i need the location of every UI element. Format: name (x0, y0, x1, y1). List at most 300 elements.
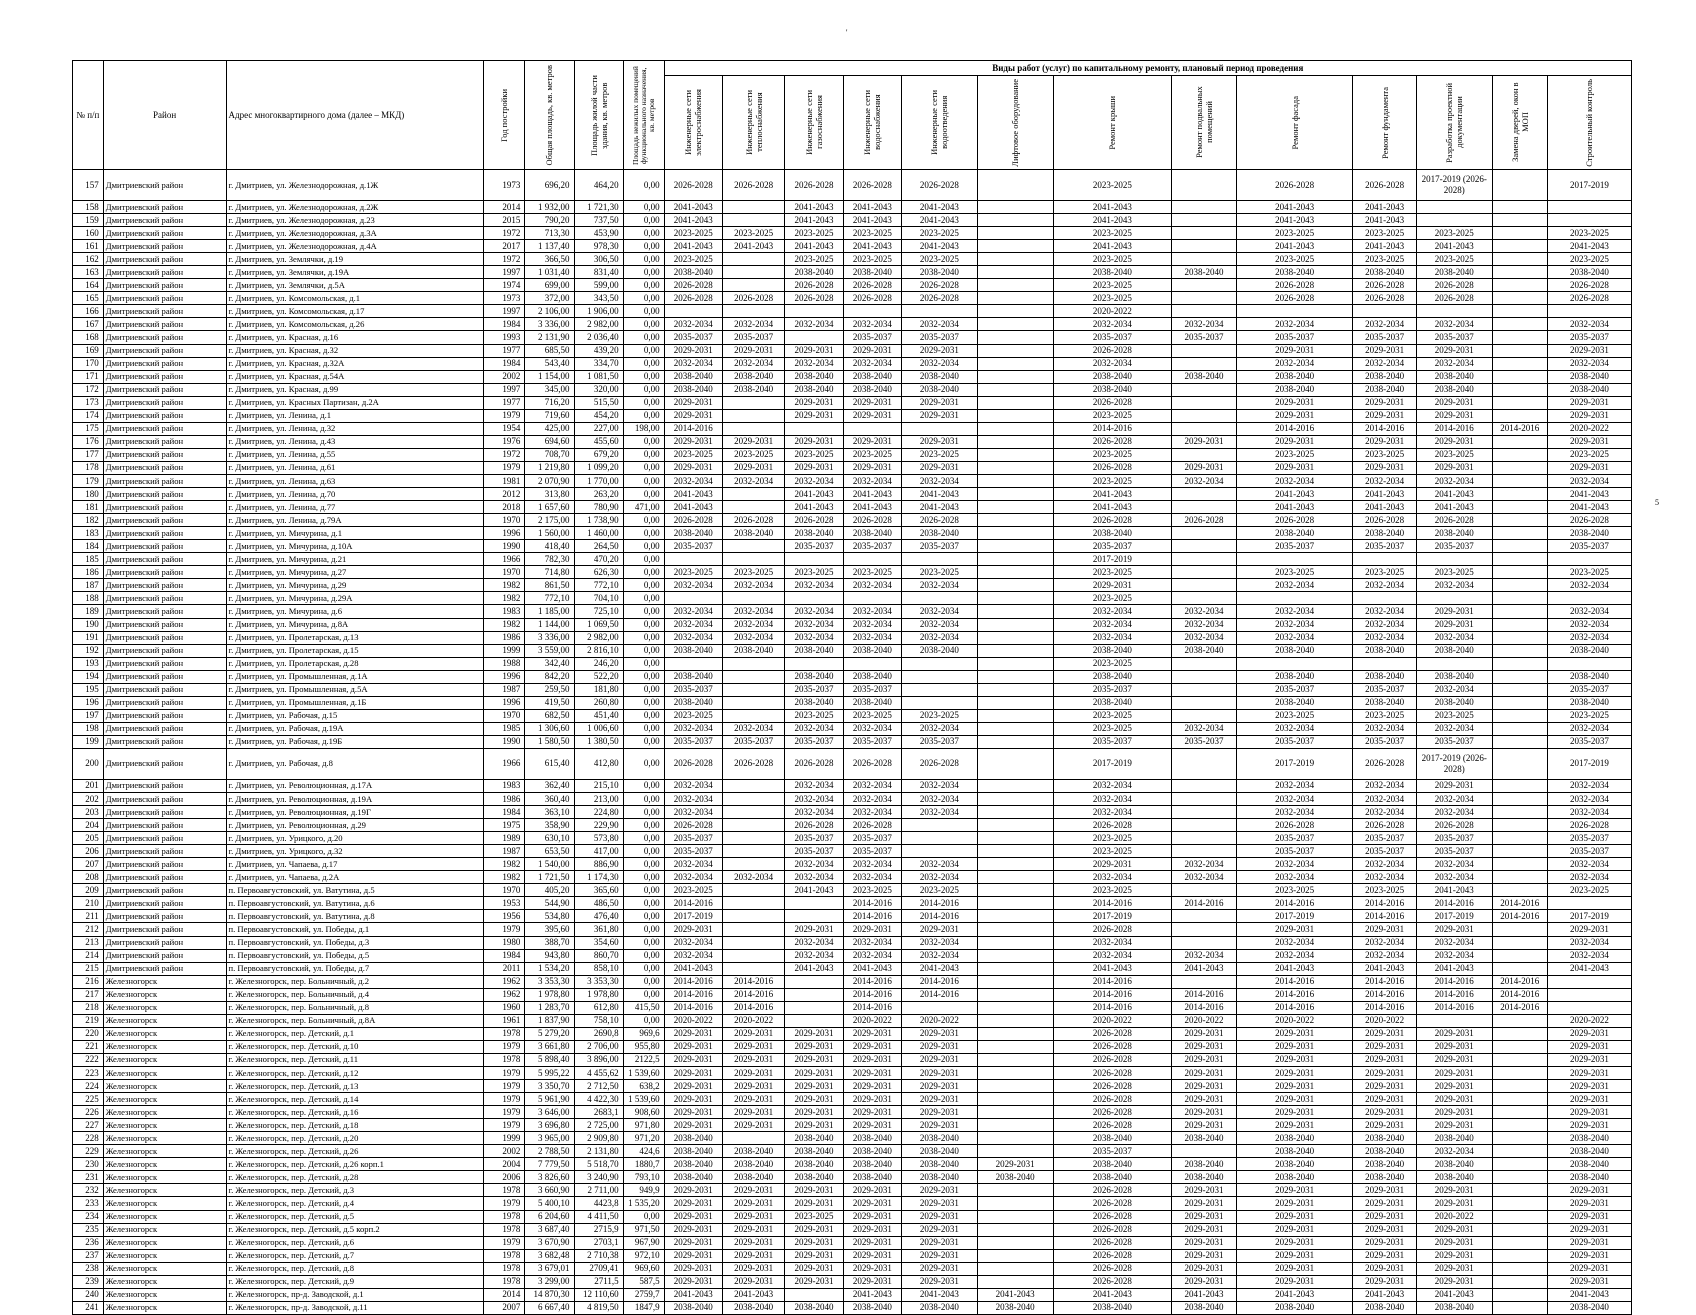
district-cell: Железногорск (103, 1001, 226, 1014)
work-period-cell (1172, 357, 1236, 370)
work-period-cell (977, 779, 1053, 792)
year-cell: 1970 (484, 566, 525, 579)
living-area-cell: 704,10 (574, 592, 623, 605)
table-row (73, 396, 1632, 409)
work-period-cell: 2041-2043 (1416, 1288, 1492, 1301)
work-period-cell (977, 1014, 1053, 1027)
work-period-cell: 2041-2043 (722, 1288, 784, 1301)
nonliving-area-cell: 0,00 (623, 566, 664, 579)
header-work-type-text: Ремонт подвальных помещений (1194, 86, 1214, 159)
work-period-cell: 2041-2043 (1053, 501, 1172, 514)
work-period-cell: 2029-2031 (785, 344, 843, 357)
work-period-cell: 2038-2040 (1172, 1171, 1236, 1184)
work-period-cell (1492, 553, 1547, 566)
nonliving-area-cell: 0,00 (623, 735, 664, 748)
work-period-cell: 2041-2043 (1236, 240, 1353, 253)
work-period-cell: 2038-2040 (785, 1132, 843, 1145)
work-period-cell: 2029-2031 (1416, 779, 1492, 792)
work-period-cell: 2041-2043 (1236, 962, 1353, 975)
work-period-cell: 2032-2034 (722, 579, 784, 592)
work-period-cell: 2029-2031 (722, 1275, 784, 1288)
table-row (73, 266, 1632, 279)
nonliving-area-cell: 0,00 (623, 227, 664, 240)
work-period-cell: 2038-2040 (1416, 1301, 1492, 1314)
address-cell: г. Дмитриев, ул. Мичурина, д.8А (226, 618, 484, 631)
table-row (73, 644, 1632, 657)
work-period-cell (1492, 240, 1547, 253)
address-cell: г. Железногорск, пер. Детский, д.20 (226, 1132, 484, 1145)
work-period-cell: 2029-2031 (1547, 435, 1631, 448)
work-period-cell: 2029-2031 (1236, 1093, 1353, 1106)
work-period-cell (1172, 806, 1236, 819)
living-area-cell: 453,90 (574, 227, 623, 240)
work-period-cell (977, 1210, 1053, 1223)
table-row (73, 1184, 1632, 1197)
work-period-cell: 2029-2031 (722, 344, 784, 357)
work-period-cell: 2029-2031 (785, 1275, 843, 1288)
work-period-cell: 2029-2031 (1547, 1067, 1631, 1080)
header-work-type-text: Ремонт фундамента (1379, 86, 1390, 159)
work-period-cell: 2041-2043 (785, 501, 843, 514)
work-period-cell (977, 1249, 1053, 1262)
work-period-cell: 2038-2040 (722, 1158, 784, 1171)
work-period-cell (977, 170, 1053, 201)
row-number: 193 (73, 657, 104, 670)
work-period-cell: 2041-2043 (785, 240, 843, 253)
total-area-cell: 694,60 (525, 435, 574, 448)
work-period-cell: 2038-2040 (722, 1145, 784, 1158)
district-cell: Дмитриевский район (103, 279, 226, 292)
work-period-cell: 2032-2034 (722, 618, 784, 631)
work-period-cell: 2032-2034 (1416, 1145, 1492, 1158)
page-mark: ' (846, 28, 848, 37)
work-period-cell (1416, 214, 1492, 227)
work-period-cell: 2038-2040 (1547, 1171, 1631, 1184)
work-period-cell: 2029-2031 (1353, 1249, 1416, 1262)
work-period-cell: 2029-2031 (1416, 1080, 1492, 1093)
nonliving-area-cell: 0,00 (623, 670, 664, 683)
work-period-cell: 2035-2037 (785, 540, 843, 553)
work-period-cell (977, 1132, 1053, 1145)
work-period-cell: 2032-2034 (1416, 474, 1492, 487)
work-period-cell: 2014-2016 (1053, 422, 1172, 435)
work-period-cell: 2038-2040 (785, 370, 843, 383)
work-period-cell: 2023-2025 (1236, 566, 1353, 579)
work-period-cell: 2032-2034 (843, 779, 901, 792)
header-work-type-text: Ремонт фасада (1289, 95, 1300, 150)
work-period-cell: 2041-2043 (902, 214, 978, 227)
work-period-cell: 2035-2037 (1353, 832, 1416, 845)
work-period-cell: 2041-2043 (1547, 501, 1631, 514)
work-period-cell: 2029-2031 (902, 1093, 978, 1106)
year-cell: 1980 (484, 936, 525, 949)
table-row (73, 553, 1632, 566)
work-period-cell: 2029-2031 (722, 1210, 784, 1223)
work-period-cell (722, 845, 784, 858)
work-period-cell (977, 592, 1053, 605)
work-period-cell (722, 709, 784, 722)
work-period-cell: 2014-2016 (722, 988, 784, 1001)
work-period-cell: 2014-2016 (1236, 975, 1353, 988)
work-period-cell: 2032-2034 (843, 618, 901, 631)
table-row (73, 579, 1632, 592)
work-period-cell: 2029-2031 (1172, 1249, 1236, 1262)
work-period-cell (1172, 540, 1236, 553)
total-area-cell: 708,70 (525, 448, 574, 461)
header-work-type (1053, 76, 1172, 170)
work-period-cell: 2026-2028 (1236, 292, 1353, 305)
row-number: 160 (73, 227, 104, 240)
work-period-cell: 2014-2016 (1353, 910, 1416, 923)
work-period-cell: 2041-2043 (785, 214, 843, 227)
header-work-type (785, 76, 843, 170)
work-period-cell (1492, 331, 1547, 344)
work-period-cell: 2032-2034 (722, 631, 784, 644)
total-area-cell: 543,40 (525, 357, 574, 370)
work-period-cell: 2041-2043 (664, 501, 722, 514)
work-period-cell (722, 553, 784, 566)
nonliving-area-cell: 0,00 (623, 806, 664, 819)
work-period-cell: 2029-2031 (785, 1184, 843, 1197)
table-row (73, 435, 1632, 448)
year-cell: 1984 (484, 318, 525, 331)
living-area-cell: 12 110,60 (574, 1288, 623, 1301)
work-period-cell: 2023-2025 (843, 253, 901, 266)
work-period-cell (1547, 975, 1631, 988)
work-period-cell: 2032-2034 (785, 357, 843, 370)
year-cell: 1953 (484, 897, 525, 910)
work-period-cell: 2032-2034 (785, 618, 843, 631)
work-period-cell: 2029-2031 (843, 1027, 901, 1040)
work-period-cell: 2014-2016 (1416, 422, 1492, 435)
work-period-cell: 2032-2034 (1416, 579, 1492, 592)
work-period-cell (977, 1106, 1053, 1119)
table-row (73, 527, 1632, 540)
work-period-cell: 2038-2040 (1353, 1145, 1416, 1158)
work-period-cell: 2041-2043 (664, 214, 722, 227)
total-area-cell: 395,60 (525, 923, 574, 936)
work-period-cell: 2026-2028 (664, 279, 722, 292)
header-nonliving-area-text: Площадь нежилых помещений функционального назначения, кв. метров (630, 65, 656, 165)
work-period-cell: 2032-2034 (664, 579, 722, 592)
work-period-cell: 2032-2034 (1353, 579, 1416, 592)
work-period-cell: 2032-2034 (1353, 806, 1416, 819)
work-period-cell: 2038-2040 (664, 696, 722, 709)
work-period-cell: 2038-2040 (1236, 670, 1353, 683)
work-period-cell (977, 1184, 1053, 1197)
living-area-cell: 1 738,90 (574, 514, 623, 527)
work-period-cell: 2017-2019 (1416, 910, 1492, 923)
work-period-cell (1492, 709, 1547, 722)
year-cell: 1979 (484, 461, 525, 474)
living-area-cell: 1 721,30 (574, 201, 623, 214)
row-number: 181 (73, 501, 104, 514)
address-cell: г. Железногорск, пер. Детский, д.5 корп.2 (226, 1223, 484, 1236)
year-cell: 1976 (484, 435, 525, 448)
work-period-cell: 2038-2040 (1236, 383, 1353, 396)
work-period-cell: 2029-2031 (843, 435, 901, 448)
address-cell: г. Дмитриев, ул. Рабочая, д.19Б (226, 735, 484, 748)
work-period-cell: 2038-2040 (977, 1301, 1053, 1314)
work-period-cell: 2029-2031 (664, 1067, 722, 1080)
total-area-cell: 1 540,00 (525, 858, 574, 871)
living-area-cell: 412,80 (574, 748, 623, 779)
living-area-cell: 626,30 (574, 566, 623, 579)
work-period-cell: 2023-2025 (902, 709, 978, 722)
nonliving-area-cell: 0,00 (623, 871, 664, 884)
work-period-cell: 2014-2016 (1172, 1001, 1236, 1014)
address-cell: г. Дмитриев, ул. Комсомольская, д.17 (226, 305, 484, 318)
work-period-cell (1492, 923, 1547, 936)
row-number: 239 (73, 1275, 104, 1288)
work-period-cell: 2029-2031 (1172, 1053, 1236, 1066)
row-number: 158 (73, 201, 104, 214)
work-period-cell: 2038-2040 (664, 1301, 722, 1314)
total-area-cell: 7 779,50 (525, 1158, 574, 1171)
address-cell: г. Дмитриев, ул. Революционная, д.17А (226, 779, 484, 792)
work-period-cell (1172, 793, 1236, 806)
table-row (73, 871, 1632, 884)
address-cell: г. Железногорск, пер. Детский, д.18 (226, 1119, 484, 1132)
district-cell: Дмитриевский район (103, 474, 226, 487)
year-cell: 1987 (484, 845, 525, 858)
work-period-cell (1492, 683, 1547, 696)
address-cell: г. Железногорск, пер. Детский, д.9 (226, 1275, 484, 1288)
work-period-cell (1492, 214, 1547, 227)
work-period-cell: 2029-2031 (1353, 409, 1416, 422)
header-num: № п/п (73, 61, 104, 170)
work-period-cell: 2023-2025 (1547, 566, 1631, 579)
work-period-cell (1172, 170, 1236, 201)
work-period-cell: 2029-2031 (722, 1027, 784, 1040)
work-period-cell: 2026-2028 (785, 514, 843, 527)
work-period-cell: 2038-2040 (664, 1145, 722, 1158)
total-area-cell: 3 353,30 (525, 975, 574, 988)
address-cell: г. Железногорск, пер. Детский, д.11 (226, 1053, 484, 1066)
work-period-cell: 2023-2025 (1353, 253, 1416, 266)
work-period-cell (1353, 657, 1416, 670)
work-period-cell: 2032-2034 (843, 605, 901, 618)
total-area-cell: 3 965,00 (525, 1132, 574, 1145)
nonliving-area-cell: 0,00 (623, 370, 664, 383)
table-row (73, 1027, 1632, 1040)
nonliving-area-cell: 0,00 (623, 292, 664, 305)
nonliving-area-cell: 0,00 (623, 845, 664, 858)
address-cell: г. Дмитриев, ул. Железнодорожная, д.23 (226, 214, 484, 227)
work-period-cell (977, 1119, 1053, 1132)
work-period-cell: 2032-2034 (1547, 605, 1631, 618)
work-period-cell: 2032-2034 (722, 605, 784, 618)
total-area-cell: 1 144,00 (525, 618, 574, 631)
district-cell: Дмитриевский район (103, 370, 226, 383)
work-period-cell: 2038-2040 (902, 1132, 978, 1145)
total-area-cell: 3 696,80 (525, 1119, 574, 1132)
address-cell: г. Дмитриев, ул. Ленина, д.70 (226, 488, 484, 501)
work-period-cell: 2038-2040 (1236, 1132, 1353, 1145)
address-cell: п. Первоавгустовский, ул. Ватутина, д.8 (226, 910, 484, 923)
work-period-cell: 2029-2031 (1416, 1119, 1492, 1132)
district-cell: Дмитриевский район (103, 779, 226, 792)
work-period-cell: 2026-2028 (722, 748, 784, 779)
living-area-cell: 599,00 (574, 279, 623, 292)
work-period-cell: 2023-2025 (1353, 709, 1416, 722)
work-period-cell: 2038-2040 (1236, 1145, 1353, 1158)
row-number: 172 (73, 383, 104, 396)
nonliving-area-cell: 0,00 (623, 305, 664, 318)
year-cell: 1972 (484, 253, 525, 266)
year-cell: 1988 (484, 657, 525, 670)
work-period-cell: 2035-2037 (1053, 1145, 1172, 1158)
living-area-cell: 2703,1 (574, 1236, 623, 1249)
work-period-cell (977, 266, 1053, 279)
district-cell: Железногорск (103, 1106, 226, 1119)
work-period-cell: 2029-2031 (1353, 1053, 1416, 1066)
work-period-cell (1492, 1132, 1547, 1145)
work-period-cell (977, 305, 1053, 318)
work-period-cell: 2014-2016 (1353, 422, 1416, 435)
work-period-cell: 2029-2031 (785, 1093, 843, 1106)
table-row (73, 1119, 1632, 1132)
address-cell: г. Дмитриев, ул. Рабочая, д.19А (226, 722, 484, 735)
work-period-cell: 2023-2025 (902, 884, 978, 897)
work-period-cell: 2029-2031 (1547, 1040, 1631, 1053)
work-period-cell: 2014-2016 (1353, 975, 1416, 988)
work-period-cell (1172, 779, 1236, 792)
district-cell: Железногорск (103, 975, 226, 988)
work-period-cell (977, 696, 1053, 709)
work-period-cell: 2032-2034 (1053, 618, 1172, 631)
district-cell: Железногорск (103, 1197, 226, 1210)
total-area-cell: 259,50 (525, 683, 574, 696)
work-period-cell: 2041-2043 (902, 962, 978, 975)
work-period-cell: 2029-2031 (664, 1184, 722, 1197)
table-row (73, 488, 1632, 501)
work-period-cell (977, 422, 1053, 435)
work-period-cell (902, 696, 978, 709)
row-number: 176 (73, 435, 104, 448)
total-area-cell: 419,50 (525, 696, 574, 709)
table-row (73, 344, 1632, 357)
address-cell: г. Дмитриев, ул. Пролетарская, д.28 (226, 657, 484, 670)
work-period-cell (977, 683, 1053, 696)
address-cell: г. Дмитриев, ул. Мичурина, д.6 (226, 605, 484, 618)
nonliving-area-cell: 1 539,60 (623, 1093, 664, 1106)
work-period-cell: 2026-2028 (1053, 435, 1172, 448)
work-period-cell: 2014-2016 (664, 975, 722, 988)
total-area-cell: 716,20 (525, 396, 574, 409)
year-cell: 1996 (484, 670, 525, 683)
table-row (73, 540, 1632, 553)
work-period-cell: 2038-2040 (1053, 1132, 1172, 1145)
work-period-cell: 2038-2040 (902, 383, 978, 396)
work-period-cell: 2041-2043 (1053, 1288, 1172, 1301)
work-period-cell: 2032-2034 (1053, 631, 1172, 644)
row-number: 157 (73, 170, 104, 201)
living-area-cell: 679,20 (574, 448, 623, 461)
work-period-cell: 2029-2031 (1547, 1262, 1631, 1275)
nonliving-area-cell: 471,00 (623, 501, 664, 514)
table-row (73, 474, 1632, 487)
work-period-cell (1492, 949, 1547, 962)
address-cell: г. Дмитриев, ул. Красная, д.16 (226, 331, 484, 344)
work-period-cell (1492, 1093, 1547, 1106)
year-cell: 1970 (484, 884, 525, 897)
work-period-cell: 2032-2034 (843, 871, 901, 884)
row-number: 225 (73, 1093, 104, 1106)
nonliving-area-cell: 971,20 (623, 1132, 664, 1145)
work-period-cell: 2029-2031 (1547, 409, 1631, 422)
address-cell: г. Дмитриев, ул. Промышленная, д.1Б (226, 696, 484, 709)
work-period-cell: 2029-2031 (1236, 923, 1353, 936)
address-cell: г. Дмитриев, ул. Ленина, д.43 (226, 435, 484, 448)
work-period-cell: 2029-2031 (664, 409, 722, 422)
work-period-cell: 2032-2034 (722, 318, 784, 331)
work-period-cell (1172, 240, 1236, 253)
nonliving-area-cell: 971,80 (623, 1119, 664, 1132)
work-period-cell (902, 670, 978, 683)
district-cell: Железногорск (103, 1053, 226, 1066)
work-period-cell: 2038-2040 (902, 1158, 978, 1171)
work-period-cell: 2029-2031 (785, 1197, 843, 1210)
living-area-cell: 2711,5 (574, 1275, 623, 1288)
work-period-cell: 2029-2031 (1353, 1093, 1416, 1106)
work-period-cell: 2032-2034 (1547, 357, 1631, 370)
year-cell: 1990 (484, 735, 525, 748)
work-period-cell (785, 553, 843, 566)
header-work-type-text: Инженерные сети водоотведения (929, 90, 950, 155)
total-area-cell: 2 175,00 (525, 514, 574, 527)
work-period-cell (977, 1040, 1053, 1053)
work-period-cell (1492, 201, 1547, 214)
work-period-cell: 2026-2028 (902, 292, 978, 305)
work-period-cell: 2023-2025 (1053, 253, 1172, 266)
district-cell: Дмитриевский район (103, 253, 226, 266)
work-period-cell: 2032-2034 (902, 793, 978, 806)
work-period-cell: 2017-2019 (1236, 910, 1353, 923)
total-area-cell: 3 660,90 (525, 1184, 574, 1197)
work-period-cell: 2038-2040 (1053, 1158, 1172, 1171)
work-period-cell (1172, 832, 1236, 845)
total-area-cell: 3 350,70 (525, 1080, 574, 1093)
row-number: 201 (73, 779, 104, 792)
total-area-cell: 685,50 (525, 344, 574, 357)
work-period-cell: 2023-2025 (1053, 832, 1172, 845)
work-period-cell: 2029-2031 (1236, 1197, 1353, 1210)
work-period-cell: 2029-2031 (785, 1067, 843, 1080)
living-area-cell: 1 906,00 (574, 305, 623, 318)
work-period-cell: 2023-2025 (785, 227, 843, 240)
table-row (73, 722, 1632, 735)
work-period-cell: 2038-2040 (664, 1132, 722, 1145)
living-area-cell: 780,90 (574, 501, 623, 514)
work-period-cell: 2029-2031 (1236, 1053, 1353, 1066)
work-period-cell: 2026-2028 (1053, 1249, 1172, 1262)
work-period-cell (1236, 657, 1353, 670)
work-period-cell (1492, 1288, 1547, 1301)
year-cell: 1983 (484, 605, 525, 618)
work-period-cell: 2014-2016 (1492, 897, 1547, 910)
address-cell: г. Дмитриев, ул. Рабочая, д.15 (226, 709, 484, 722)
work-period-cell (722, 201, 784, 214)
work-period-cell: 2038-2040 (1172, 266, 1236, 279)
district-cell: Дмитриевский район (103, 357, 226, 370)
work-period-cell: 2029-2031 (1172, 1184, 1236, 1197)
work-period-cell (977, 579, 1053, 592)
work-period-cell: 2038-2040 (1236, 644, 1353, 657)
work-period-cell (1172, 566, 1236, 579)
living-area-cell: 1 978,80 (574, 988, 623, 1001)
work-period-cell: 2032-2034 (1172, 618, 1236, 631)
